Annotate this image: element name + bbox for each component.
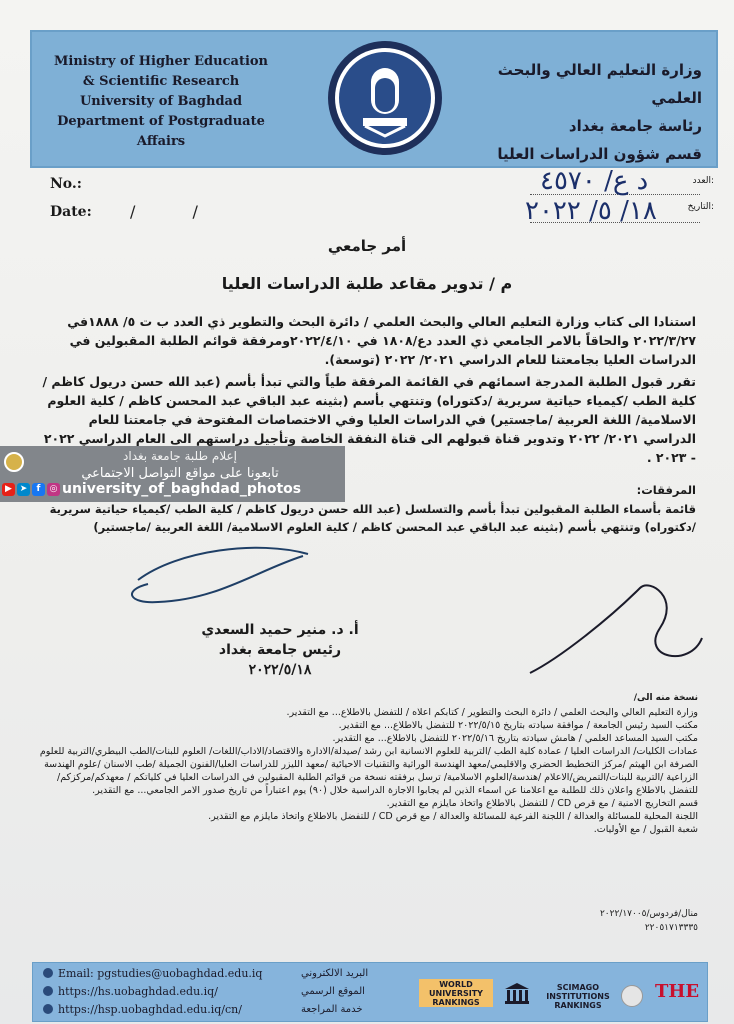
social-icons <box>2 483 60 496</box>
rank-logo-the: THE <box>654 981 700 1002</box>
youtube-icon[interactable]: ▶ <box>2 483 15 496</box>
footer-site-2[interactable] <box>43 1003 242 1016</box>
site1-text: https://hs.uobaghdad.edu.iq/ <box>58 985 218 998</box>
instagram-icon[interactable]: ◎ <box>47 483 60 496</box>
document-subject: م / تدوير مقاعد طلبة الدراسات العليا <box>221 274 513 293</box>
footer-email[interactable] <box>43 967 262 980</box>
attachments-label: المرفقات: <box>636 483 696 497</box>
handwritten-date: ١٨/ ٥/ ٢٠٢٢ <box>525 196 657 226</box>
site2-text: https://hsp.uobaghdad.edu.iq/cn/ <box>58 1003 242 1016</box>
signature-scribble-right <box>520 578 710 688</box>
typist-reference: منال/فردوس/٢٠٢٢/١٧٠٠٥ <box>599 909 698 919</box>
letterhead-arabic <box>462 56 702 168</box>
attachments-text: قائمة بأسماء الطلبة المقبولين تبدأ بأسم والتسلسل (عبد الله حسن دريول كاظم / كلية الطب /كيمياء حياتية سريرية /دكتوراه) وتنتهي بأسم (بثينه عبد الباقي عبد المحسن كاظم / كلية العلوم الاسلامية/ اللغة العربية /ماجستير) <box>49 502 696 534</box>
date-slashes: / / <box>130 202 224 221</box>
date-label: Date: <box>50 204 92 220</box>
cc-item: وزارة التعليم العالي والبحث العلمي / دائرة البحث والتطوير / كتابكم اعلاه / للتفضل بالاطلاع... مع التقدير. <box>286 707 698 718</box>
cc-label: نسخة منه الى/ <box>633 693 698 703</box>
cc-item: قسم التخاريج الامنية / مع قرص CD / للتفضل بالاطلاع واتخاذ مايلزم مع التقدير. <box>386 798 698 809</box>
president-title: رئيس جامعة بغداد <box>218 642 342 658</box>
qs-badge-icon <box>621 985 643 1007</box>
signature-date: ٢٠٢٢/٥/١٨ <box>248 662 312 678</box>
media-logo-icon <box>4 452 24 472</box>
instagram-handle[interactable]: university_of_baghdad_photos <box>62 481 302 497</box>
facebook-icon[interactable]: f <box>32 483 45 496</box>
cc-item: مكتب السيد رئيس الجامعة / موافقة سيادته بتاريخ ٢٠٢٢/٥/١٥ للتفضل بالاطلاع... مع التقدير. <box>338 720 698 731</box>
globe-icon <box>43 986 53 996</box>
cc-item: عمادات الكليات/ الدراسات العليا / عمادة كلية الطب /التربية للعلوم الانسانية ابن رشد /صيدلة/الادارة والاقتصاد/الاداب/اللغات/ العلوم للبنات/الطب البيطري/التربية للعلوم الصرفة ابن الهيثم /مركز التخطيط الحضري والاقليمي/معهد الهندسة الوراثية والتقنيات الاحيائية /معهد الليزر للدراسات العليا/الفنون الجميلة /طب الاسنان /علوم الهندسة الزراعية /التربية للبنات/التمريض/الاعلام /هندسة/العلوم الاسلامية/ ترسل برفقته نسخة من قوائم الطلبة المقبولين في الدراسات العليا في كلياتكم / معهدكم/مركزكم/ للتفضل بالاطلاع واعلان ذلك للطلبة مع اعلامنا عن اسماء الذين لم يجابوا الاجازة الدراسية خلال (٩٠) يوم اعتباراً من تاريخ صدور الامر الجامعي... مع التقدير. <box>39 746 698 796</box>
president-name: أ. د. منير حميد السعدي <box>201 622 359 638</box>
globe-icon <box>43 1004 53 1014</box>
ministry-name-en: Ministry of Higher Education <box>53 54 269 69</box>
footer-site-label: الموقع الرسمي <box>301 986 365 997</box>
email-text: Email: pgstudies@uobaghdad.edu.iq <box>58 967 263 980</box>
cc-item: مكتب السيد المساعد العلمي / هامش سيادته بتاريخ ٢٠٢٢/٥/١٦ للتفضل بالاطلاع... مع التقدير. <box>332 733 698 744</box>
handwritten-number: د ع/ ٤٥٧٠ <box>540 166 649 196</box>
typist-reference-2: ٢٢٠٥١٧١٣٣٣٥ <box>644 923 698 933</box>
footer-site-1[interactable] <box>43 985 218 998</box>
ministry-subname-en: & Scientific Research <box>82 74 240 89</box>
ministry-name-ar: وزارة التعليم العالي والبحث العلمي <box>497 61 702 107</box>
university-name-ar: رئاسة جامعة بغداد <box>568 117 702 135</box>
institution-building-icon <box>503 981 531 1005</box>
email-icon <box>43 968 53 978</box>
department-name-en: Department of Postgraduate Affairs <box>57 114 265 149</box>
letterhead <box>30 30 718 168</box>
number-label-ar: العدد: <box>692 176 714 186</box>
rank-logo-scimago: SCIMAGO INSTITUTIONS RANKINGS <box>546 983 610 1010</box>
university-name-en: University of Baghdad <box>79 94 243 109</box>
document-heading: أمر جامعي <box>327 237 407 255</box>
letterhead-english <box>46 52 276 152</box>
footer-band <box>32 962 708 1022</box>
rank-logo-world: WORLD UNIVERSITY RANKINGS <box>419 979 493 1007</box>
paragraph-reference: استنادا الى كتاب وزارة التعليم العالي والبحث العلمي / دائرة البحث والتطوير ذي العدد ب ت ٥/ ١٨٨٨في ٢٠٢٢/٣/٢٧ والحاقاً بالامر الجامعي ذي العدد دع/١٨٠٨ في ٢٠٢٢/٤/١٠ومرفقة قوائم الطلبة المقبولين في الدراسات العليا بجامعتنا للعام الدراسي ٢٠٢١/ ٢٠٢٢ (توسعة). <box>67 314 696 367</box>
cc-item: شعبة القبول / مع الأوليات. <box>593 824 698 835</box>
paragraph-decision: تقرر قبول الطلبة المدرجة اسمائهم في القائمة المرفقة طياً والتي تبدأ بأسم (عبد الله حسن دريول كاظم / كلية الطب /كيمياء حياتية سريرية /دكتوراه) وتنتهي بأسم (بثينه عبد الباقي عبد المحسن كاظم / كلية العلوم الاسلامية/ اللغة العربية /ماجستير) في الدراسات العليا وفي الاختصاصات المفتوحة في جامعتنا للعام الدراسي ٢٠٢١/ ٢٠٢٢ وتدوير قناة قبولهم الى قناة النفقة الخاصة وتأجيل دراستهم الى العام الدراسي ٢٠٢٢ - ٢٠٢٣ . <box>42 374 696 465</box>
footer-email-label: البريد الالكتروني <box>301 968 369 979</box>
university-seal-icon <box>325 38 445 158</box>
cc-list <box>30 706 698 836</box>
telegram-icon[interactable]: ➤ <box>17 483 30 496</box>
department-name-ar: قسم شؤون الدراسات العليا <box>497 145 702 163</box>
number-label: No.: <box>50 176 82 192</box>
cc-item: اللجنة المحلية للمسائلة والعدالة / اللجنة الفرعية للمسائلة والعدالة / مع قرص CD / للتفضل بالاطلاع واتخاذ مايلزم مع التقدير. <box>208 811 698 822</box>
date-label-ar: التاريخ: <box>687 202 714 212</box>
signature-scribble-left <box>118 540 328 620</box>
overlay-line-2: تابعونا على مواقع التواصل الاجتماعي <box>81 466 279 481</box>
footer-review-label: خدمة المراجعة <box>301 1004 363 1015</box>
overlay-line-1: إعلام طلبة جامعة بغداد <box>123 449 237 463</box>
